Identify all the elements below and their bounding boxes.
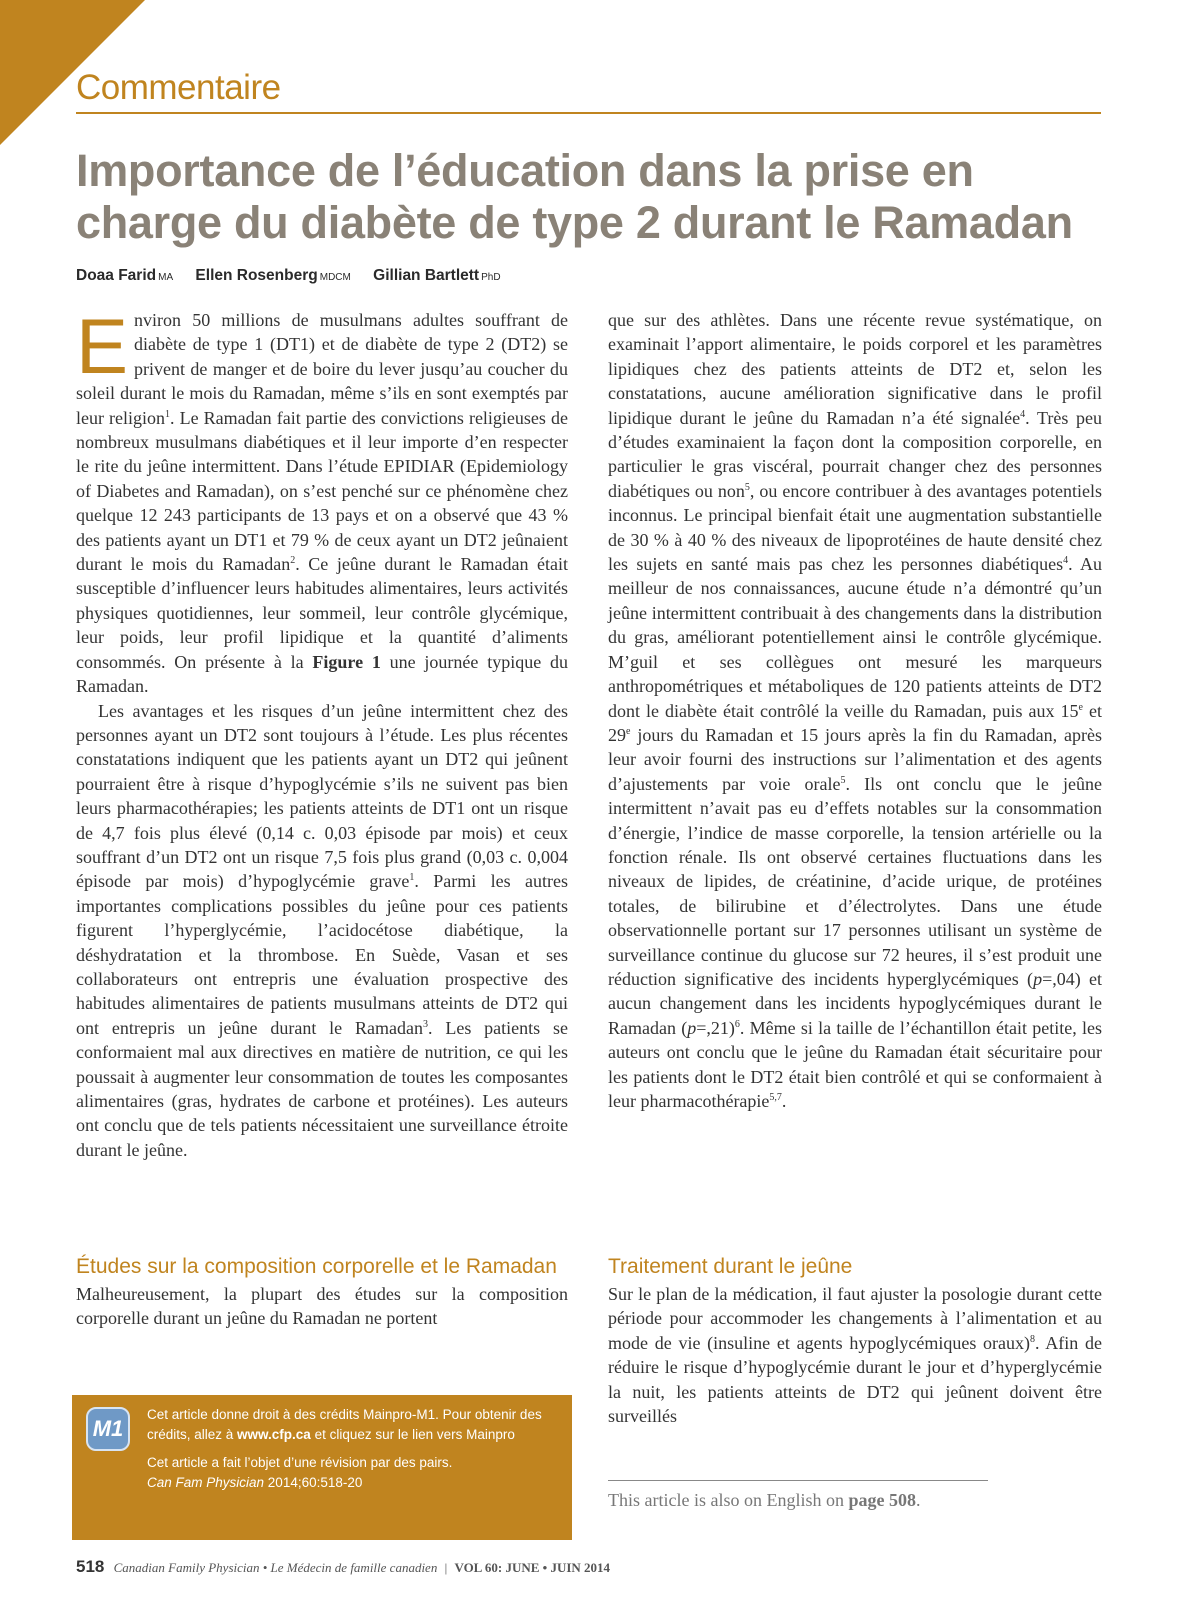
column-left (76, 302, 568, 1162)
paragraph: que sur des athlètes. Dans une récente revue systématique, on examinait l’apport alimentaire, le poids corporel et les paramètres lipidiques chez des patients atteints de DT2 et, selon les constatations, aucune amélioration significative dans le profil lipidique durant le jeûne du Ramadan n’a été signalée$^4$. Très peu d’études examinaient la façon dont la composition corporelle, en particulier le gras viscéral, pourrait changer chez des personnes diabétiques ou non$^5$, ou encore contribuer à des avantages potentiels inconnus. Le principal bienfait était une augmentation substantielle de 30 % à 40 % des niveaux de lipoprotéines de haute densité chez les sujets en santé mais pas chez les personnes diabétiques$^4$. Au meilleur de nos connaissances, aucune étude n’a démontré qu’un jeûne intermittent contribuait à des changements dans la distribution du gras, améliorant potentiellement ainsi le contrôle glycémique. M’guil et ses collègues ont mesuré les marqueurs anthropométriques et métaboliques de 120 patients atteints de DT2 dont le diabète était contrôlé la veille du Ramadan, puis aux 15e et 29e jours du Ramadan et 15 jours après la fin du Ramadan, après leur avoir fourni des instructions sur l’alimentation et des agents d’ajustements par voie orale$^5$. Ils ont conclu que le jeûne intermittent n’avait pas eu d’effets notables sur la consommation d’énergie, l’indice de masse corporelle, la tension artérielle ou la fonction rénale. Ils ont observé certaines fluctuations dans les niveaux de lipides, de créatinine, d’acide urique, de protéines totales, de bilirubine et d’électrolytes. Dans une étude observationnelle portant sur 17 personnes utilisant un système de surveillance continue du glucose sur 72 heures, il s’est produit une réduction significative des incidents hyperglycémiques (p=,04) et aucun changement dans les incidents hypoglycémiques durant le Ramadan (p=,21)$^6$. Même si la taille de l’échantillon était petite, les auteurs ont conclu que le jeûne du Ramadan était sécuritaire pour les patients dont le DT2 était bien contrôlé et qui se conformaient à leur pharmacothérapie$^{5,7}$. (608, 310, 1103, 1111)
paragraph: Environ 50 millions de musulmans adultes souffrant de diabète de type 1 (DT1) et de diabète de type 2 (DT2) se privent de manger et de boire du lever jusqu’au coucher du soleil durant le mois du Ramadan, même s’ils en sont exemptés par leur religion$^1$. Le Ramadan fait partie des convictions religieuses de nombreux musulmans diabétiques et il leur importe d’en respecter le rite du jeûne intermittent. Dans l’étude EPIDIAR (Epidemiology of Diabetes and Ramadan), on s’est penché sur ce phénomène chez quelque 12 243 participants de 13 pays et on a observé que 43 % des patients ayant un DT1 et 79 % de ceux ayant un DT2 jeûnaient durant le mois du Ramadan$^2$. Ce jeûne durant le Ramadan était susceptible d’influencer leurs habitudes alimentaires, leurs activités physiques quotidiennes, leur sommeil, leur contrôle glycémique, leur poids, leur profil lipidique et la quantité d’aliments consommés. On présente à la Figure 1 une journée typique du Ramadan. (76, 302, 568, 697)
paragraph: Sur le plan de la médication, il faut ajuster la posologie durant cette période pour accommoder les changements à l’alimentation et au mode de vie (insuline et agents hypoglycémiques oraux)$^8$. Afin de réduire le risque d’hypoglycémie durant le jour et d’hyperglycémie la nuit, les patients atteints de DT2 qui jeûnent doivent être surveillés (608, 1284, 1102, 1427)
column-right (608, 308, 1102, 1113)
author: Gillian Bartlett PhD (373, 267, 501, 284)
paragraph: Les avantages et les risques d’un jeûne intermittent chez des personnes ayant un DT2 sont toujours à l’étude. Les plus récentes constatations indiquent que les patients ayant un DT2 qui jeûnent pourraient être à risque d’hypoglycémie s’ils ne suivent pas bien leurs pharmacothérapies; les patients atteints de DT1 ont un risque de 4,7 fois plus élevé (0,14 c. 0,03 épisode par mois) et ceux souffrant d’un DT2 ont un risque 7,5 fois plus grand (0,03 c. 0,004 épisode par mois) d’hypoglycémie grave$^1$. Parmi les autres importantes complications possibles du jeûne pour ces patients figurent l’hyperglycémie, l’acidocétose diabétique, la déshydratation et la thrombose. En Suède, Vasan et ses collaborateurs ont entrepris une évaluation prospective des habitudes alimentaires de patients musulmans atteints de DT2 qui ont entrepris un jeûne durant le Ramadan$^3$. Les patients se conformaient mal aux directives en matière de nutrition, ce qui les poussait à augmenter leur consommation de toutes les composantes alimentaires (gras, hydrates de carbone et protéines). Les auteurs ont conclu que de tels patients nécessitaient une surveillance étroite durant le jeûne. (76, 700, 568, 1160)
mainpro-m1-icon: M1 (86, 1407, 130, 1451)
header-rule (76, 112, 1101, 114)
author: Doaa Farid MA (76, 267, 174, 284)
drop-cap: E (76, 302, 129, 390)
footer-separator: | (444, 1560, 448, 1575)
page-footer (76, 1557, 610, 1577)
mainpro-box (72, 1395, 572, 1540)
subhead-treatment: Traitement durant le jeûne (608, 1255, 853, 1278)
article-title: Importance de l’éducation dans la prise en charge du diabète de type 2 durant le Ramadan (76, 145, 1073, 248)
paragraph: Malheureusement, la plupart des études sur la composition corporelle durant un jeûne du Ramadan ne portent (76, 1284, 568, 1329)
peer-review-text: Cet article a fait l’objet d’une révision par des pairs. Can Fam Physician 2014;60:518-20 (147, 1455, 453, 1490)
subhead-body-composition: Études sur la composition corporelle et le Ramadan (76, 1255, 557, 1278)
page-number: 518 (76, 1557, 105, 1576)
mainpro-credit-text: Cet article donne droit à des crédits Mainpro-M1. Pour obtenir des crédits, allez à www.cfp.ca et cliquez sur le lien vers Mainpro (147, 1407, 542, 1442)
english-page-link[interactable]: page 508 (848, 1490, 916, 1510)
divider (608, 1480, 988, 1481)
author: Ellen Rosenberg MDCM (195, 267, 351, 284)
english-version-note: This article is also on English on page 508. (608, 1490, 921, 1510)
section-label: Commentaire (76, 68, 281, 107)
issue-info: VOL 60: JUNE • JUIN 2014 (454, 1560, 611, 1575)
journal-name: Canadian Family Physician • Le Médecin de famille canadien (113, 1560, 438, 1575)
author-list (76, 267, 519, 285)
